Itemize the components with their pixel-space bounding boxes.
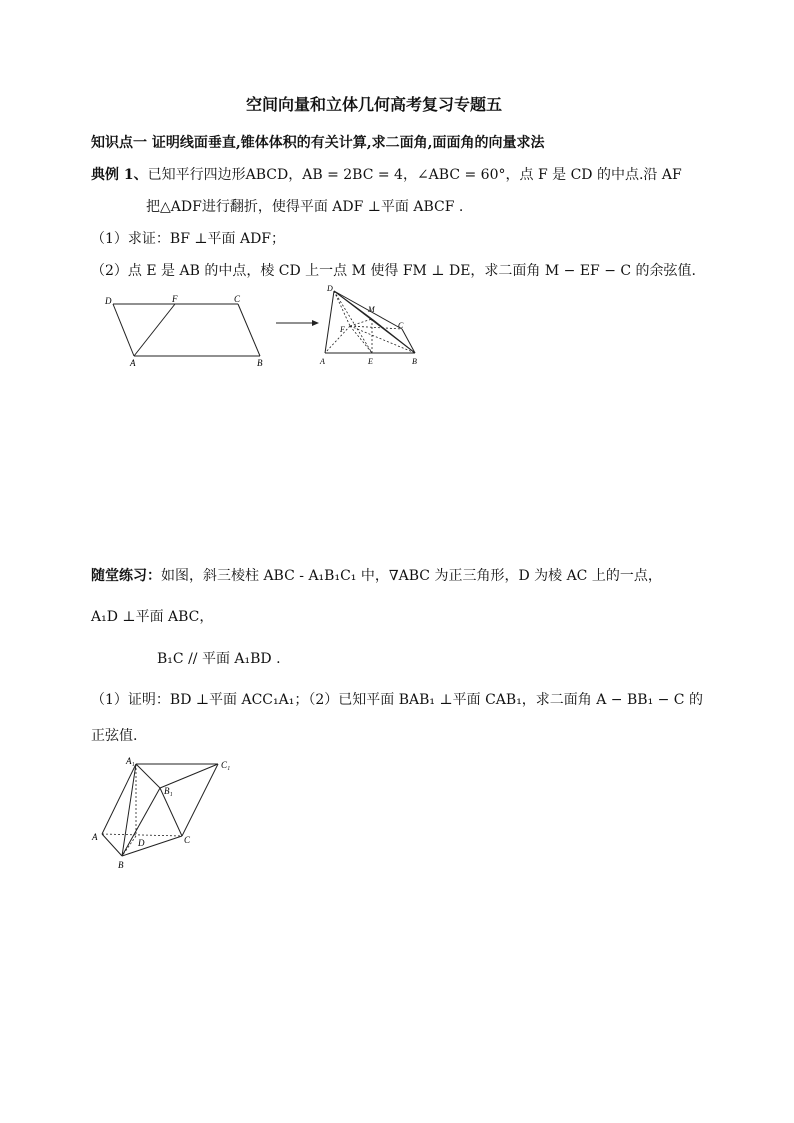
figure-parallelogram [100, 292, 270, 370]
label-B: B [257, 358, 263, 368]
label-F: F [172, 294, 178, 304]
label-M: M [368, 305, 375, 314]
practice-line2: A₁D ⊥平面 ABC， [91, 609, 214, 625]
section1-heading: 知识点一 证明线面垂直,锥体体积的有关计算,求二面角,面面角的向量求法 [91, 135, 545, 151]
example1-text: 已知平行四边形ABCD，AB = 2BC = 4，∠ABC = 60°，点 F 是 CD 的中点.沿 AF [147, 167, 682, 183]
edge-AF [134, 304, 175, 356]
practice-line1 [91, 566, 662, 586]
practice-label: 随堂练习： [91, 568, 161, 584]
label-C: C [184, 835, 191, 845]
label-A1: A₁ [126, 756, 135, 766]
example1-label: 典例 1、 [91, 167, 148, 183]
example1-question2: （2）点 E 是 AB 的中点，棱 CD 上一点 M 使得 FM ⊥ DE，求二面角 M − EF − C 的余弦值. [91, 263, 696, 279]
practice-text: 如图，斜三棱柱 ABC - A₁B₁C₁ 中，∇ABC 为正三角形，D 为棱 AC 上的一点， [161, 568, 662, 584]
example1-line2: 把△ADF进行翻折，使得平面 ADF ⊥平面 ABCF . [146, 199, 464, 215]
label-D: D [138, 838, 145, 848]
practice-line4: （1）证明：BD ⊥平面 ACC₁A₁；（2）已知平面 BAB₁ ⊥平面 CAB₁，求二面角 A − BB₁ − C 的 [91, 692, 703, 708]
label-A: A [130, 358, 136, 368]
label-A: A [92, 832, 98, 842]
example1-question1: （1）求证：BF ⊥平面 ADF； [91, 231, 286, 247]
label-C1: C₁ [221, 760, 231, 770]
practice-line3: B₁C // 平面 A₁BD . [157, 651, 281, 667]
label-C: C [398, 321, 404, 330]
label-F: F [340, 325, 345, 334]
label-B: B [412, 357, 417, 366]
label-C: C [234, 294, 241, 304]
practice-line5: 正弦值. [91, 728, 138, 744]
label-A: A [320, 357, 325, 366]
label-B1: B₁ [164, 786, 173, 796]
page-title: 空间向量和立体几何高考复习专题五 [246, 95, 503, 114]
edge-CB [238, 304, 260, 356]
label-E: E [368, 357, 373, 366]
example1-line1 [91, 165, 682, 185]
label-D: D [327, 284, 333, 293]
label-D: D [105, 296, 112, 306]
label-B: B [118, 860, 124, 870]
figure-oblique-prism [90, 752, 240, 872]
figure-folded-solid [312, 282, 424, 372]
edge-DA [113, 304, 134, 356]
